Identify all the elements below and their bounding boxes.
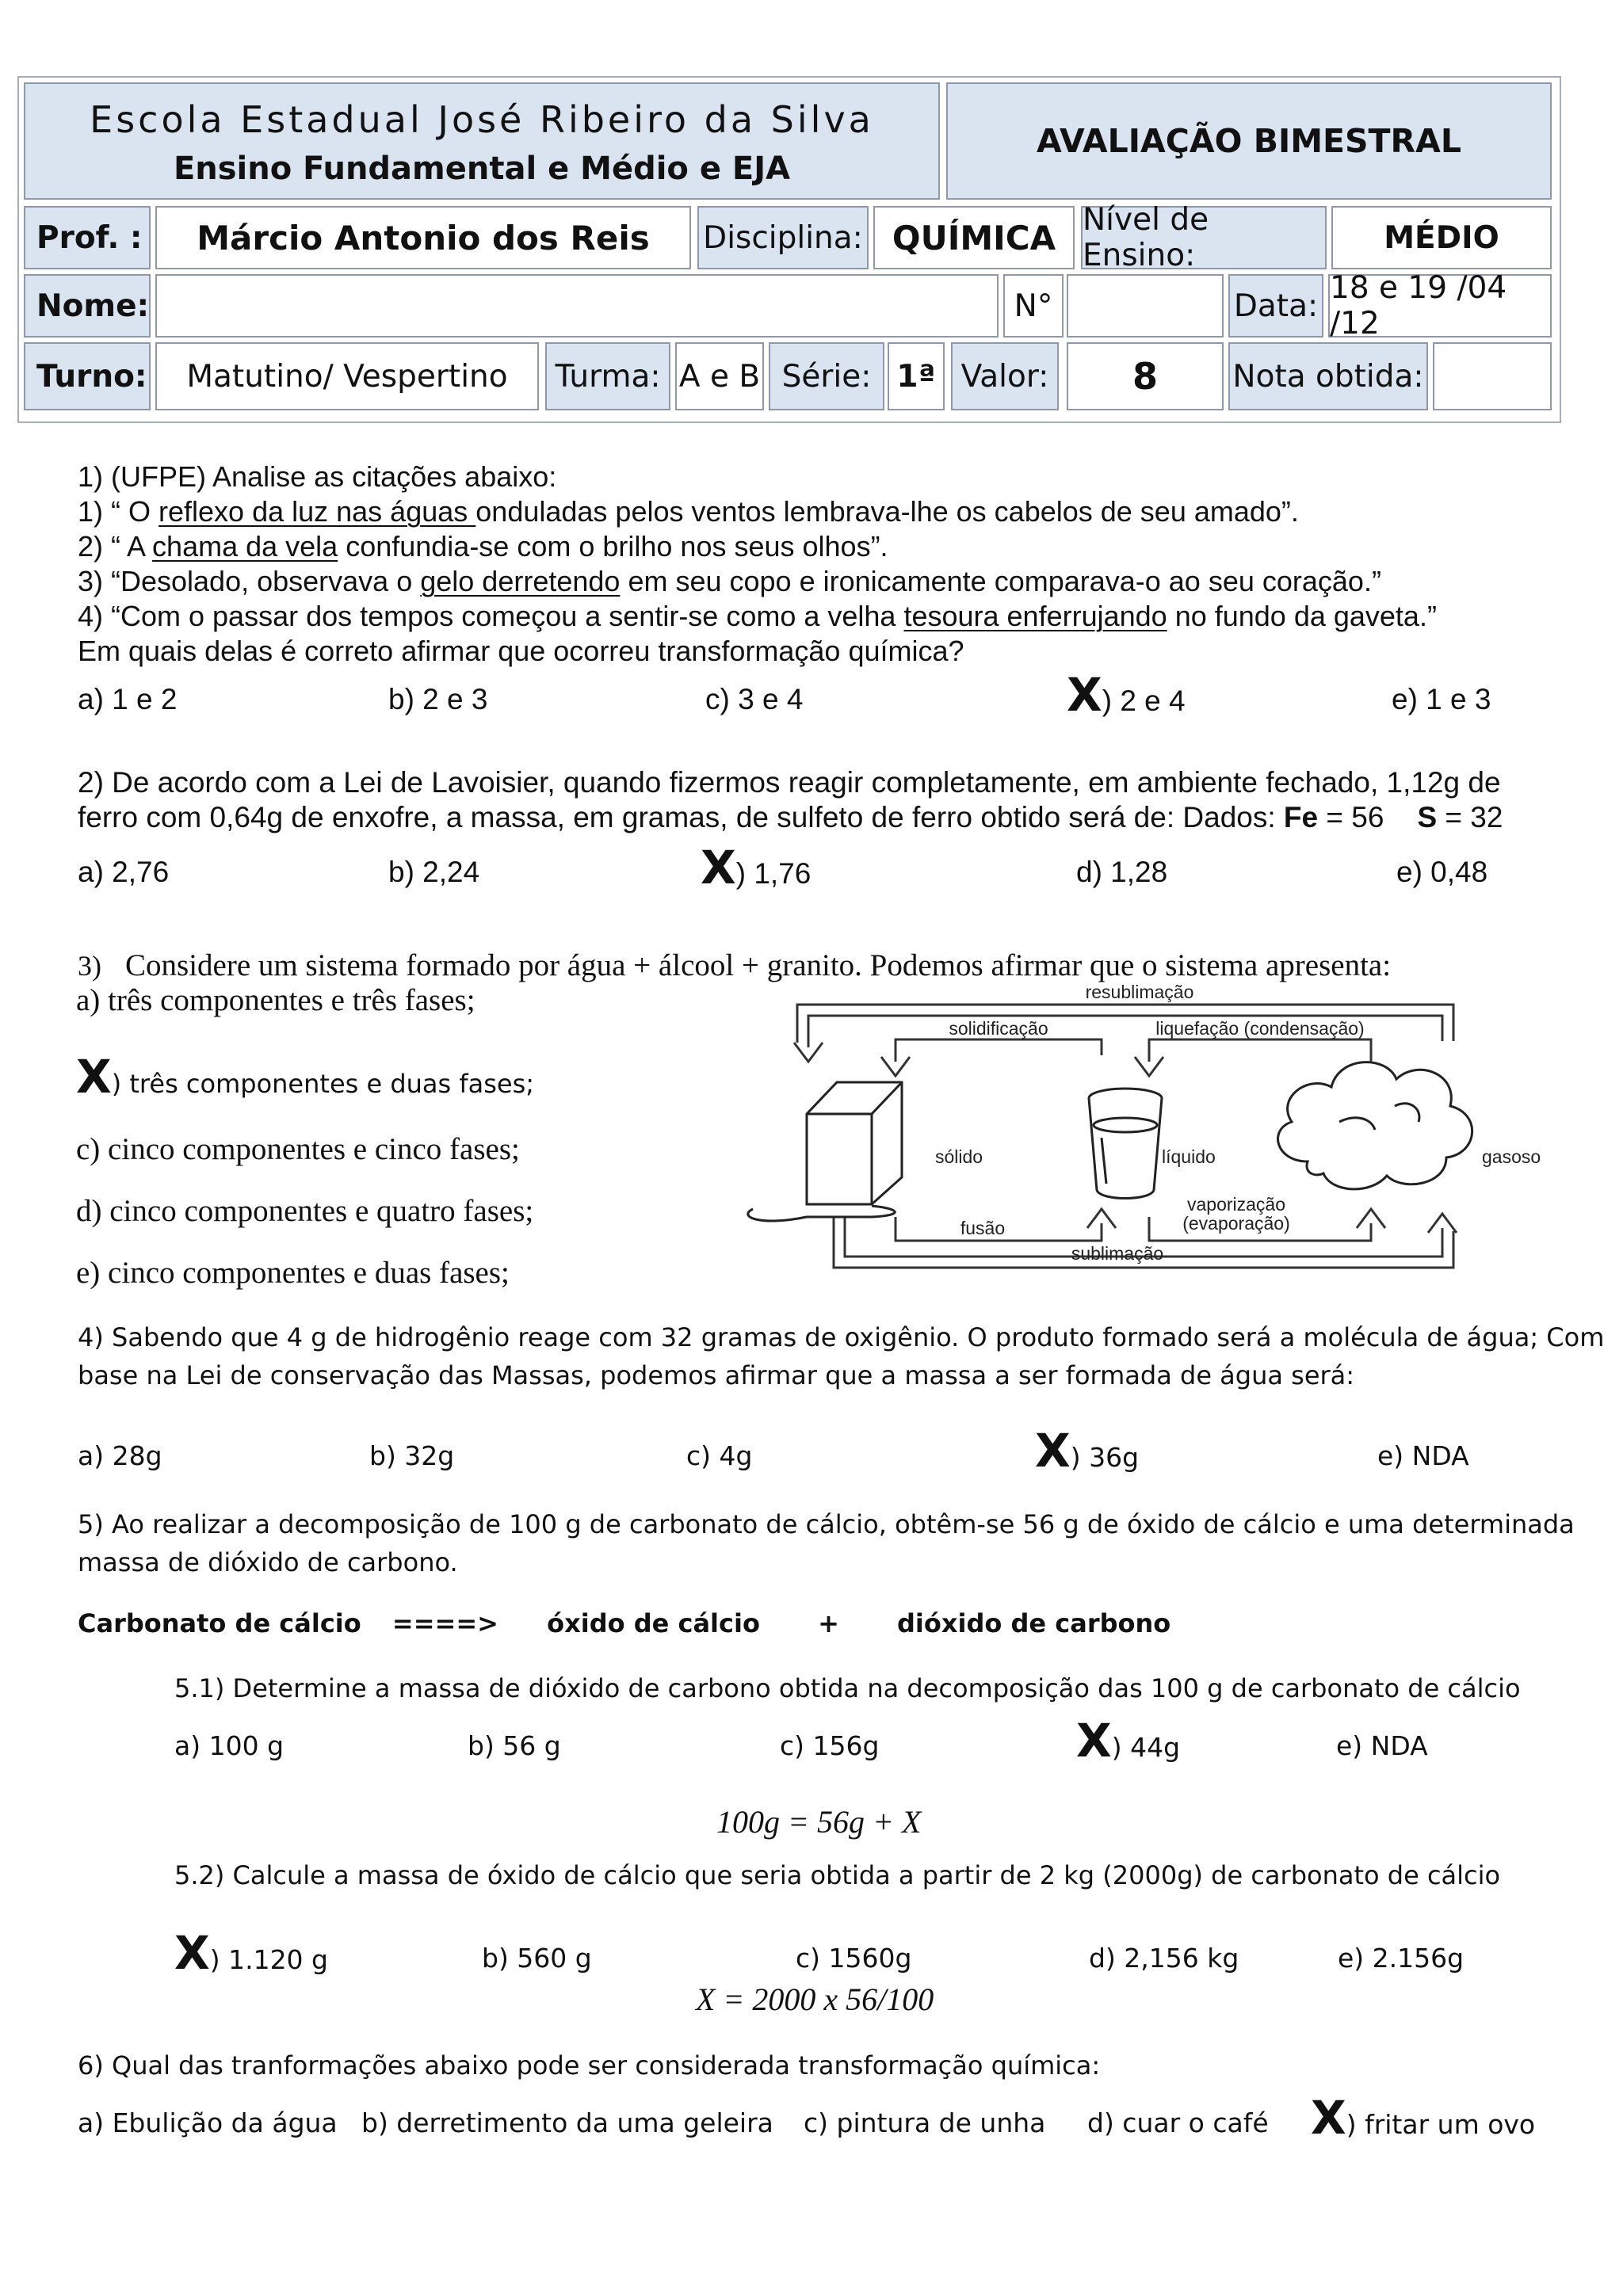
q4-option-d[interactable]: [1035, 1424, 1140, 1478]
q5-line-1: 5) Ao realizar a decomposição de 100 g de carbonato de cálcio, obtêm-se 56 g de óxido de cálcio e uma determinada: [78, 1509, 1575, 1539]
q2-line-2: [78, 800, 1503, 835]
q52-option-e[interactable]: e) 2.156g: [1338, 1943, 1465, 1974]
q5-line-2: massa de dióxido de carbono.: [78, 1547, 458, 1577]
q6-option-b[interactable]: b) derretimento da uma geleira: [361, 2107, 773, 2138]
q1-c1-underlined: reflexo da luz nas águas: [158, 495, 476, 528]
q1-option-e[interactable]: e) 1 e 3: [1392, 683, 1491, 715]
q51-option-a[interactable]: a) 100 g: [174, 1730, 285, 1761]
q1-citation-3: [78, 564, 1437, 599]
q1-c2-underlined: chama da vela: [152, 530, 338, 563]
q52-option-d[interactable]: d) 2,156 kg: [1089, 1943, 1239, 1974]
q2-line-1: 2) De acordo com a Lei de Lavoisier, quando fizermos reagir completamente, em ambiente fechado, 1,12g de: [78, 766, 1501, 799]
q5-equation: [78, 1608, 1170, 1638]
q3-statement: [78, 948, 1391, 983]
formula-2: X = 2000 x 56/100: [696, 1981, 934, 2017]
label-solido: sólido: [935, 1146, 983, 1167]
data-label: Data:: [1228, 274, 1323, 338]
label-evaporacao: (evaporação): [1182, 1213, 1290, 1234]
q1-option-d-label: ) 2 e 4: [1102, 685, 1186, 717]
q2-option-c-label: ) 1,76: [735, 857, 812, 890]
label-solidificacao: solidificação: [949, 1018, 1048, 1039]
q2-option-c[interactable]: [701, 841, 812, 894]
q2-option-d[interactable]: d) 1,28: [1076, 856, 1168, 888]
q4-statement: [78, 1318, 1604, 1394]
q6-option-c[interactable]: c) pintura de unha: [804, 2107, 1046, 2138]
phase-change-diagram: [705, 979, 1561, 1280]
q52-option-c[interactable]: c) 1560g: [796, 1943, 912, 1974]
q3-option-a[interactable]: a) três componentes e três fases;: [76, 983, 475, 1017]
formula-1: 100g = 56g + X: [716, 1804, 922, 1840]
nota-field[interactable]: [1433, 342, 1552, 410]
eq-product-1: óxido de cálcio: [547, 1608, 760, 1638]
eq-reagent: Carbonato de cálcio: [78, 1608, 361, 1638]
q52-option-a[interactable]: [174, 1926, 328, 1980]
q3-option-b-label: ) três componentes e duas fases;: [111, 1069, 535, 1099]
q3-number: 3): [78, 950, 101, 982]
q1-block: [78, 460, 1437, 669]
label-gasoso: gasoso: [1482, 1146, 1541, 1167]
eq-product-2: dióxido de carbono: [897, 1608, 1171, 1638]
numero-field[interactable]: [1067, 274, 1224, 338]
q2-s: S: [1417, 801, 1438, 833]
nome-label: Nome:: [24, 274, 151, 338]
q2-option-e[interactable]: e) 0,48: [1396, 856, 1488, 888]
q4-option-d-label: ) 36g: [1070, 1442, 1140, 1473]
q1-c1-pre: 1) “ O: [78, 495, 159, 528]
school-name: Escola Estadual José Ribeiro da Silva: [90, 98, 874, 141]
q1-option-d[interactable]: [1067, 668, 1186, 722]
eq-plus: +: [818, 1608, 839, 1638]
answer-mark-icon: X: [76, 1050, 112, 1104]
q1-c1-post: onduladas pelos ventos lembrava-lhe os cabelos de seu amado”.: [475, 495, 1299, 528]
answer-mark-icon: X: [174, 1926, 210, 1980]
label-fusao: fusão: [960, 1218, 1006, 1238]
q51-option-c[interactable]: c) 156g: [780, 1730, 880, 1761]
q1-c4-post: no fundo da gaveta.”: [1167, 600, 1437, 632]
q1-citation-2: [78, 529, 1437, 564]
data-value: 18 e 19 /04 /12: [1328, 274, 1552, 338]
nome-field[interactable]: [155, 274, 999, 338]
q3-option-c[interactable]: c) cinco componentes e cinco fases;: [76, 1132, 520, 1166]
numero-label: N°: [1003, 274, 1064, 338]
nivel-value: MÉDIO: [1331, 206, 1552, 269]
school-name-cell: [24, 82, 940, 200]
q4-option-c[interactable]: c) 4g: [686, 1440, 753, 1471]
q1-title: 1) (UFPE) Analise as citações abaixo:: [78, 460, 557, 493]
disciplina-value: QUÍMICA: [873, 206, 1075, 269]
prof-label: Prof. :: [24, 206, 151, 269]
q52-option-b[interactable]: b) 560 g: [482, 1943, 592, 1974]
nivel-label: Nível de Ensino:: [1081, 206, 1327, 269]
answer-mark-icon: X: [1067, 668, 1102, 722]
solidification-arrow: [881, 1039, 1102, 1076]
q6-text: 6) Qual das tranformações abaixo pode ser considerada transformação química:: [78, 2050, 1101, 2081]
label-sublimacao: sublimação: [1071, 1243, 1164, 1264]
answer-mark-icon: X: [1076, 1714, 1112, 1768]
q2-option-b[interactable]: b) 2,24: [388, 856, 480, 888]
q1-citation-1: [78, 494, 1437, 529]
ice-block-icon: [748, 1082, 902, 1221]
q2-option-a[interactable]: a) 2,76: [78, 856, 170, 888]
serie-label: Série:: [769, 342, 884, 410]
answer-mark-icon: X: [701, 841, 736, 894]
turma-label: Turma:: [545, 342, 670, 410]
q1-option-c[interactable]: c) 3 e 4: [705, 683, 804, 715]
q1-citation-4: [78, 599, 1437, 634]
q2-s-value: = 32: [1437, 801, 1503, 833]
glass-of-water-icon: [1089, 1089, 1162, 1199]
valor-label: Valor:: [951, 342, 1059, 410]
label-resublimacao: resublimação: [1085, 982, 1194, 1002]
q2-block: [78, 765, 1503, 835]
fusion-arrow: [896, 1209, 1116, 1241]
q2-fe: Fe: [1283, 801, 1319, 833]
q1-c3-pre: 3) “Desolado, observava o: [78, 565, 421, 597]
exam-title: AVALIAÇÃO BIMESTRAL: [946, 82, 1552, 200]
label-liquido: líquido: [1162, 1146, 1216, 1167]
q51-text: 5.1) Determine a massa de dióxido de carbono obtida na decomposição das 100 g de carbonato de cálcio: [174, 1673, 1521, 1703]
q2-line-2-text: ferro com 0,64g de enxofre, a massa, em gramas, de sulfeto de ferro obtido será de: Dados:: [78, 801, 1284, 833]
q1-option-a[interactable]: a) 1 e 2: [78, 683, 178, 715]
turma-value: A e B: [675, 342, 764, 410]
q1-c4-pre: 4) “Com o passar dos tempos começou a sentir-se como a velha: [78, 600, 904, 632]
turno-value: Matutino/ Vespertino: [155, 342, 539, 410]
liquefaction-arrow: [1135, 1039, 1371, 1076]
q3-option-b[interactable]: [76, 1050, 535, 1104]
q1-option-b[interactable]: b) 2 e 3: [388, 683, 488, 715]
q4-option-e[interactable]: e) NDA: [1377, 1440, 1469, 1471]
eq-arrow: ====>: [391, 1608, 498, 1638]
q51-option-b[interactable]: b) 56 g: [468, 1730, 561, 1761]
q3-option-e[interactable]: e) cinco componentes e duas fases;: [76, 1256, 510, 1290]
q4-option-a[interactable]: a) 28g: [78, 1440, 162, 1471]
q6-option-d[interactable]: d) cuar o café: [1087, 2107, 1269, 2138]
answer-mark-icon: X: [1311, 2091, 1346, 2145]
cloud-icon: [1278, 1062, 1472, 1189]
turno-label: Turno:: [24, 342, 151, 410]
nota-label: Nota obtida:: [1228, 342, 1428, 410]
q1-question: Em quais delas é correto afirmar que ocorreu transformação química?: [78, 635, 964, 667]
q51-option-d[interactable]: [1076, 1714, 1181, 1768]
school-subtitle: Ensino Fundamental e Médio e EJA: [173, 151, 791, 187]
q4-option-b[interactable]: b) 32g: [369, 1440, 455, 1471]
q1-c3-post: em seu copo e ironicamente comparava-o ao seu coração.”: [620, 565, 1381, 597]
q1-c2-post: confundia-se com o brilho nos seus olhos”.: [338, 530, 888, 563]
q52-text: 5.2) Calcule a massa de óxido de cálcio que seria obtida a partir de 2 kg (2000g) de carbonato de cálcio: [174, 1860, 1501, 1890]
q1-c3-underlined: gelo derretendo: [420, 565, 621, 597]
q1-c2-pre: 2) “ A: [78, 530, 153, 563]
label-vaporizacao: vaporização: [1186, 1194, 1286, 1215]
q52-option-a-label: ) 1.120 g: [209, 1944, 328, 1975]
valor-value: 8: [1067, 342, 1224, 410]
q6-option-e[interactable]: [1311, 2091, 1536, 2145]
q4-line-1: 4) Sabendo que 4 g de hidrogênio reage com 32 gramas de oxigênio. O produto formado será a molécula de água; Com: [78, 1322, 1605, 1352]
serie-value: 1ª: [888, 342, 945, 410]
q1-c4-underlined: tesoura enferrujando: [903, 600, 1167, 632]
answer-mark-icon: X: [1035, 1424, 1071, 1478]
q2-fe-value: = 56: [1318, 801, 1384, 833]
q51-option-e[interactable]: e) NDA: [1336, 1730, 1428, 1761]
q6-option-e-label: ) fritar um ovo: [1346, 2109, 1536, 2140]
q3-option-d[interactable]: d) cinco componentes e quatro fases;: [76, 1194, 534, 1228]
disciplina-label: Disciplina:: [697, 206, 869, 269]
q51-option-d-label: ) 44g: [1111, 1732, 1181, 1763]
q4-line-2: base na Lei de conservação das Massas, podemos afirmar que a massa a ser formada de água será:: [78, 1360, 1355, 1390]
q6-option-a[interactable]: a) Ebulição da água: [78, 2107, 338, 2138]
q5-statement: [78, 1505, 1575, 1581]
prof-value: Márcio Antonio dos Reis: [155, 206, 691, 269]
q3-text: Considere um sistema formado por água + álcool + granito. Podemos afirmar que o sistema apresenta:: [125, 948, 1392, 982]
label-liquefacao: liquefação (condensação): [1155, 1018, 1365, 1039]
